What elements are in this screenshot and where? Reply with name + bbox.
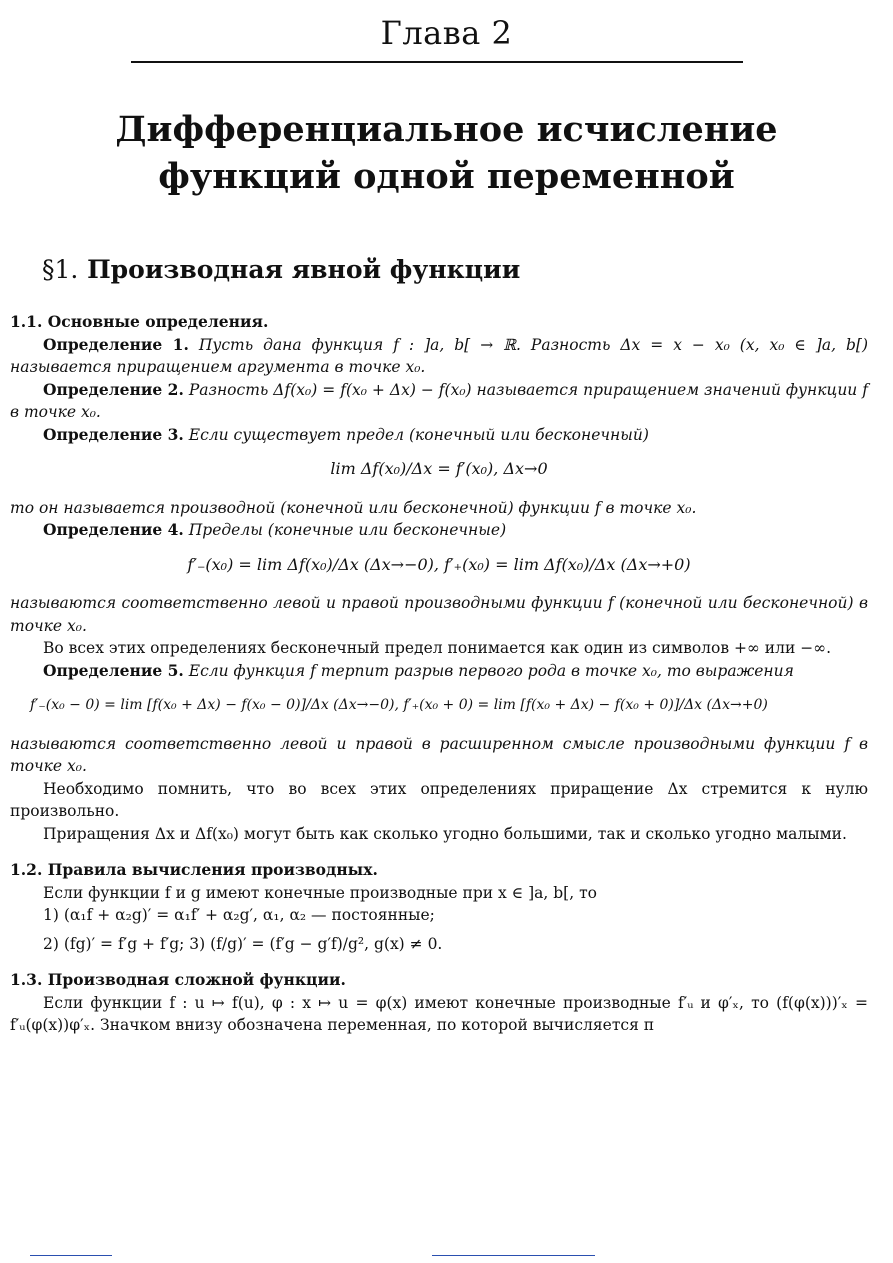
rule-product-quotient: 2) (fg)′ = f′g + f′g; 3) (f/g)′ = (f′g − g′f)/g², g(x) ≠ 0. <box>43 934 443 953</box>
subsection-heading: 1.2. Правила вычисления производных. <box>10 860 378 879</box>
definition-1 <box>10 334 868 379</box>
footer-link-underline[interactable] <box>432 1255 595 1256</box>
definition-3-continuation <box>10 497 868 520</box>
note-increment-size: Приращения Δx и Δf(x₀) могут быть как сколько угодно большими, так и сколько угодно малыми. <box>43 824 847 843</box>
page-body <box>10 311 868 1037</box>
definition-text: Если функция f терпит разрыв первого рода в точке x₀, то выражения <box>188 661 794 680</box>
definition-5 <box>10 660 868 683</box>
definition-text: называются соответственно левой и правой в расширенном смысле производными функции f в точке x₀. <box>10 734 868 775</box>
rule-linearity: 1) (α₁f + α₂g)′ = α₁f′ + α₂g′, α₁, α₂ — постоянные; <box>43 906 435 924</box>
chain-rule-text: Если функции f : u ↦ f(u), φ : x ↦ u = φ(x) имеют конечные производные f′ᵤ и φ′ₓ, то (f(φ(x)))′ₓ = f′ᵤ(φ(x))φ′ₓ. Значком внизу обозначена переменная, по которой вычисляется п <box>10 993 868 1034</box>
subsection-heading: 1.3. Производная сложной функции. <box>10 970 346 989</box>
definition-label: Определение 3. <box>43 424 184 444</box>
note-increment: Необходимо помнить, что во всех этих определениях приращение Δx стремится к нулю произвольно. <box>10 779 868 820</box>
definition-label: Определение 4. <box>43 520 184 539</box>
note-infinite-limit: Во всех этих определениях бесконечный предел понимается как один из символов +∞ или −∞. <box>43 639 832 657</box>
formula-one-sided-derivatives: f′₋(x₀) = lim Δf(x₀)/Δx (Δx→−0), f′₊(x₀) = lim Δf(x₀)/Δx (Δx→+0) <box>187 554 691 574</box>
chapter-title-line1: Дифференциальное исчисление <box>115 109 778 150</box>
definition-2 <box>10 379 868 424</box>
section-mark: §1. <box>42 255 79 284</box>
definition-text: Разность Δf(x₀) = f(x₀ + Δx) − f(x₀) называется приращением значений функции f в точке x₀. <box>10 380 868 421</box>
chapter-rule <box>131 61 743 63</box>
section-heading <box>42 255 520 284</box>
definition-label: Определение 2. <box>43 379 184 399</box>
definition-4 <box>10 519 868 542</box>
definition-4-continuation <box>10 592 868 637</box>
definition-3 <box>10 424 868 447</box>
chapter-title-line2: функций одной переменной <box>158 156 735 197</box>
definition-label: Определение 1. <box>43 334 189 354</box>
formula-extended-derivatives: f′₋(x₀ − 0) = lim [f(x₀ + Δx) − f(x₀ − 0)]/Δx (Δx→−0), f′₊(x₀ + 0) = lim [f(x₀ + Δx) − f(x₀ + 0)]/Δx (Δx→+0) <box>30 697 768 713</box>
definition-text: Если существует предел (конечный или бесконечный) <box>188 425 649 444</box>
definition-text: Пусть дана функция f : ]a, b[ → ℝ. Разность Δx = x − x₀ (x, x₀ ∈ ]a, b[) называется приращением аргумента в точке x₀. <box>10 335 869 376</box>
definition-text: то он называется производной (конечной или бесконечной) функции f в точке x₀. <box>10 498 697 517</box>
definition-5-continuation <box>10 733 868 778</box>
footer-link-underline[interactable] <box>30 1255 112 1256</box>
definition-text: Пределы (конечные или бесконечные) <box>188 521 507 539</box>
rules-intro: Если функции f и g имеют конечные производные при x ∈ ]a, b[, то <box>43 883 597 902</box>
definition-label: Определение 5. <box>43 660 184 680</box>
chapter-title <box>0 106 893 200</box>
chapter-heading: Глава 2 <box>380 14 513 52</box>
section-title: Производная явной функции <box>87 255 521 284</box>
definition-text: называются соответственно левой и правой производными функции f (конечной или бесконечной) в точке x₀. <box>10 594 868 635</box>
subsection-heading: 1.1. Основные определения. <box>10 312 269 331</box>
formula-derivative: lim Δf(x₀)/Δx = f′(x₀), Δx→0 <box>330 459 548 478</box>
